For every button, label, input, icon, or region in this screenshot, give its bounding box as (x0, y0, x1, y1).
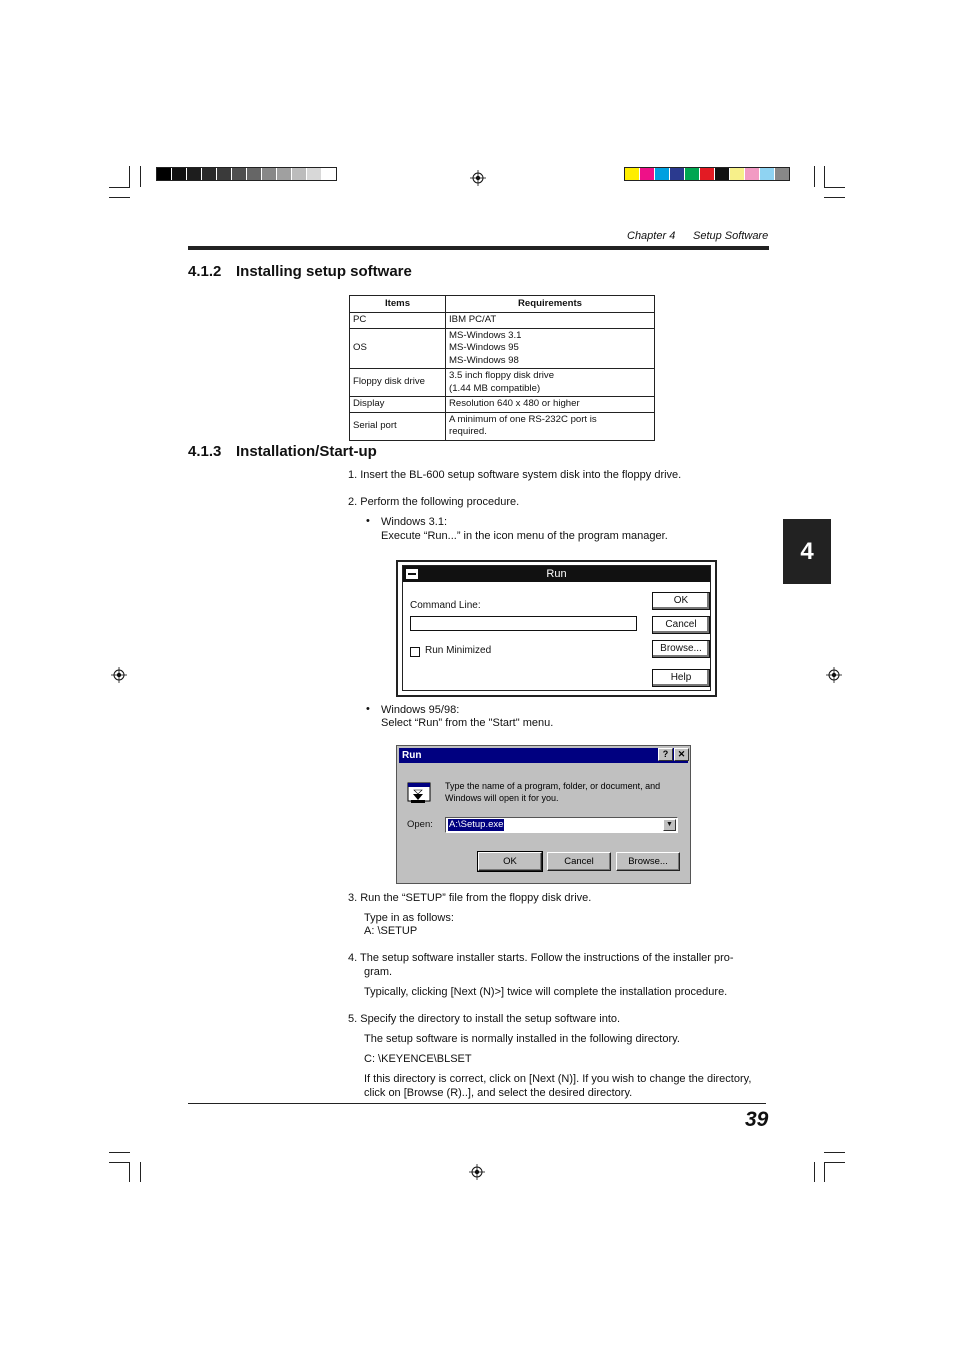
cell-item: PC (350, 313, 446, 329)
color-swatch (625, 168, 640, 180)
chapter-tab: 4 (783, 519, 831, 584)
table-row (350, 397, 655, 413)
win95-run-dialog (396, 745, 691, 884)
section-heading-412 (188, 263, 412, 280)
color-swatch (670, 168, 685, 180)
color-swatch (307, 168, 322, 180)
color-swatch (730, 168, 745, 180)
ok-button[interactable]: OK (652, 592, 710, 610)
step-1: 1. Insert the BL-600 setup software system disk into the floppy drive. (348, 469, 682, 481)
step-5-directory: C: \KEYENCE\BLSET (364, 1053, 472, 1065)
win31-titlebar[interactable] (403, 566, 710, 582)
step-4-cont: gram. (364, 966, 393, 978)
color-swatch (640, 168, 655, 180)
open-value[interactable]: A:\Setup.exe (449, 819, 504, 830)
registration-mark-icon (470, 170, 486, 186)
page-number: 39 (745, 1108, 769, 1131)
header-rule (188, 246, 769, 250)
requirement-line: 3.5 inch floppy disk drive (449, 370, 555, 381)
section-title: Installation/Start-up (236, 443, 377, 460)
win95-titlebar[interactable] (399, 748, 688, 763)
process-color-bar (624, 167, 790, 181)
color-swatch (760, 168, 775, 180)
close-icon[interactable]: ✕ (674, 748, 689, 761)
running-header-section: Setup Software (693, 230, 769, 242)
color-swatch (277, 168, 292, 180)
open-combobox[interactable] (445, 817, 678, 833)
browse-button[interactable]: Browse... (616, 852, 680, 871)
cell-item: Display (350, 397, 446, 413)
table-row (350, 369, 655, 397)
gray-color-bar (156, 167, 337, 181)
requirements-table (349, 295, 655, 441)
requirement-line: Resolution 640 x 480 or higher (449, 398, 580, 409)
section-number: 4.1.2 (188, 263, 222, 280)
running-header-chapter: Chapter 4 (627, 230, 676, 242)
cell-item: Floppy disk drive (350, 369, 446, 397)
requirement-line: (1.44 MB compatible) (449, 382, 541, 394)
color-swatch (292, 168, 307, 180)
requirement-line: MS-Windows 98 (449, 354, 519, 366)
color-swatch (745, 168, 760, 180)
section-number: 4.1.3 (188, 443, 222, 460)
section-heading-413 (188, 443, 377, 460)
run-minimized-checkbox[interactable] (410, 647, 420, 657)
step-4: 4. The setup software installer starts. Follow the instructions of the installer pro- (348, 952, 734, 964)
cell-requirement (446, 397, 655, 413)
step-4-note: Typically, clicking [Next (N)>] twice will complete the installation procedure. (364, 986, 728, 998)
chevron-down-icon[interactable]: ▼ (663, 819, 676, 831)
requirement-line: MS-Windows 3.1 (449, 329, 522, 341)
win31-heading: Windows 3.1: (381, 516, 448, 528)
requirement-line: A minimum of one RS-232C port is (449, 413, 597, 425)
win31-title: Run (546, 568, 567, 580)
table-row (350, 328, 655, 369)
requirement-line: IBM PC/AT (449, 314, 497, 325)
cell-requirement (446, 313, 655, 329)
column-header-items: Items (350, 296, 446, 313)
column-header-requirements: Requirements (446, 296, 655, 313)
color-swatch (172, 168, 187, 180)
run-program-icon (407, 780, 433, 808)
cancel-button[interactable]: Cancel (652, 616, 710, 634)
registration-mark-icon (469, 1164, 485, 1180)
color-swatch (322, 168, 336, 180)
bullet-icon: • (366, 703, 370, 715)
color-swatch (187, 168, 202, 180)
bullet-icon: • (366, 515, 370, 527)
browse-button[interactable]: Browse... (652, 640, 710, 658)
command-line-input[interactable] (410, 616, 637, 631)
table-header-row (350, 296, 655, 313)
cell-requirement (446, 328, 655, 369)
color-swatch (262, 168, 277, 180)
color-swatch (700, 168, 715, 180)
table-row (350, 313, 655, 329)
win95-message-line2: Windows will open it for you. (445, 793, 559, 803)
requirement-line: MS-Windows 95 (449, 342, 519, 353)
cell-item: OS (350, 328, 446, 369)
win95-heading: Windows 95/98: (381, 704, 460, 716)
cancel-button[interactable]: Cancel (547, 852, 611, 871)
color-swatch (232, 168, 247, 180)
win95-instructions (445, 780, 660, 804)
color-swatch (157, 168, 172, 180)
ok-button[interactable]: OK (478, 852, 542, 871)
win95-title: Run (402, 750, 422, 761)
color-swatch (247, 168, 262, 180)
color-swatch (655, 168, 670, 180)
registration-mark-icon (826, 667, 842, 683)
cell-item: Serial port (350, 412, 446, 440)
win95-message-line1: Type the name of a program, folder, or document, and (445, 781, 661, 791)
help-button[interactable]: Help (652, 669, 710, 687)
system-menu-icon[interactable] (405, 568, 419, 580)
table-row (350, 412, 655, 440)
cell-requirement (446, 369, 655, 397)
footer-rule (188, 1103, 766, 1104)
step-3-note: Type in as follows: (364, 912, 454, 924)
registration-mark-icon (111, 667, 127, 683)
step-5-instructions: If this directory is correct, click on [Next (N)]. If you wish to change the directory, (364, 1073, 752, 1085)
win31-run-dialog (396, 560, 717, 697)
step-5-note: The setup software is normally installed in the following directory. (364, 1033, 680, 1045)
color-swatch (217, 168, 232, 180)
step-5-instructions-cont: click on [Browse (R)..], and select the desired directory. (364, 1087, 633, 1099)
step-5: 5. Specify the directory to install the setup software into. (348, 1013, 621, 1025)
cell-requirement (446, 412, 655, 440)
help-question-icon[interactable]: ? (658, 748, 673, 761)
color-swatch (775, 168, 789, 180)
step-3: 3. Run the “SETUP” file from the floppy disk drive. (348, 892, 592, 904)
command-line-label: Command Line: (410, 600, 481, 611)
step-2: 2. Perform the following procedure. (348, 496, 520, 508)
step-3-command: A: \SETUP (364, 925, 418, 937)
color-swatch (685, 168, 700, 180)
run-minimized-label: Run Minimized (425, 645, 492, 656)
open-label: Open: (407, 819, 433, 830)
section-title: Installing setup software (236, 263, 412, 280)
requirement-line: required. (449, 426, 487, 437)
win31-description: Execute “Run...” in the icon menu of the program manager. (381, 530, 668, 542)
color-swatch (202, 168, 217, 180)
win95-description: Select “Run” from the "Start" menu. (381, 717, 554, 729)
color-swatch (715, 168, 730, 180)
